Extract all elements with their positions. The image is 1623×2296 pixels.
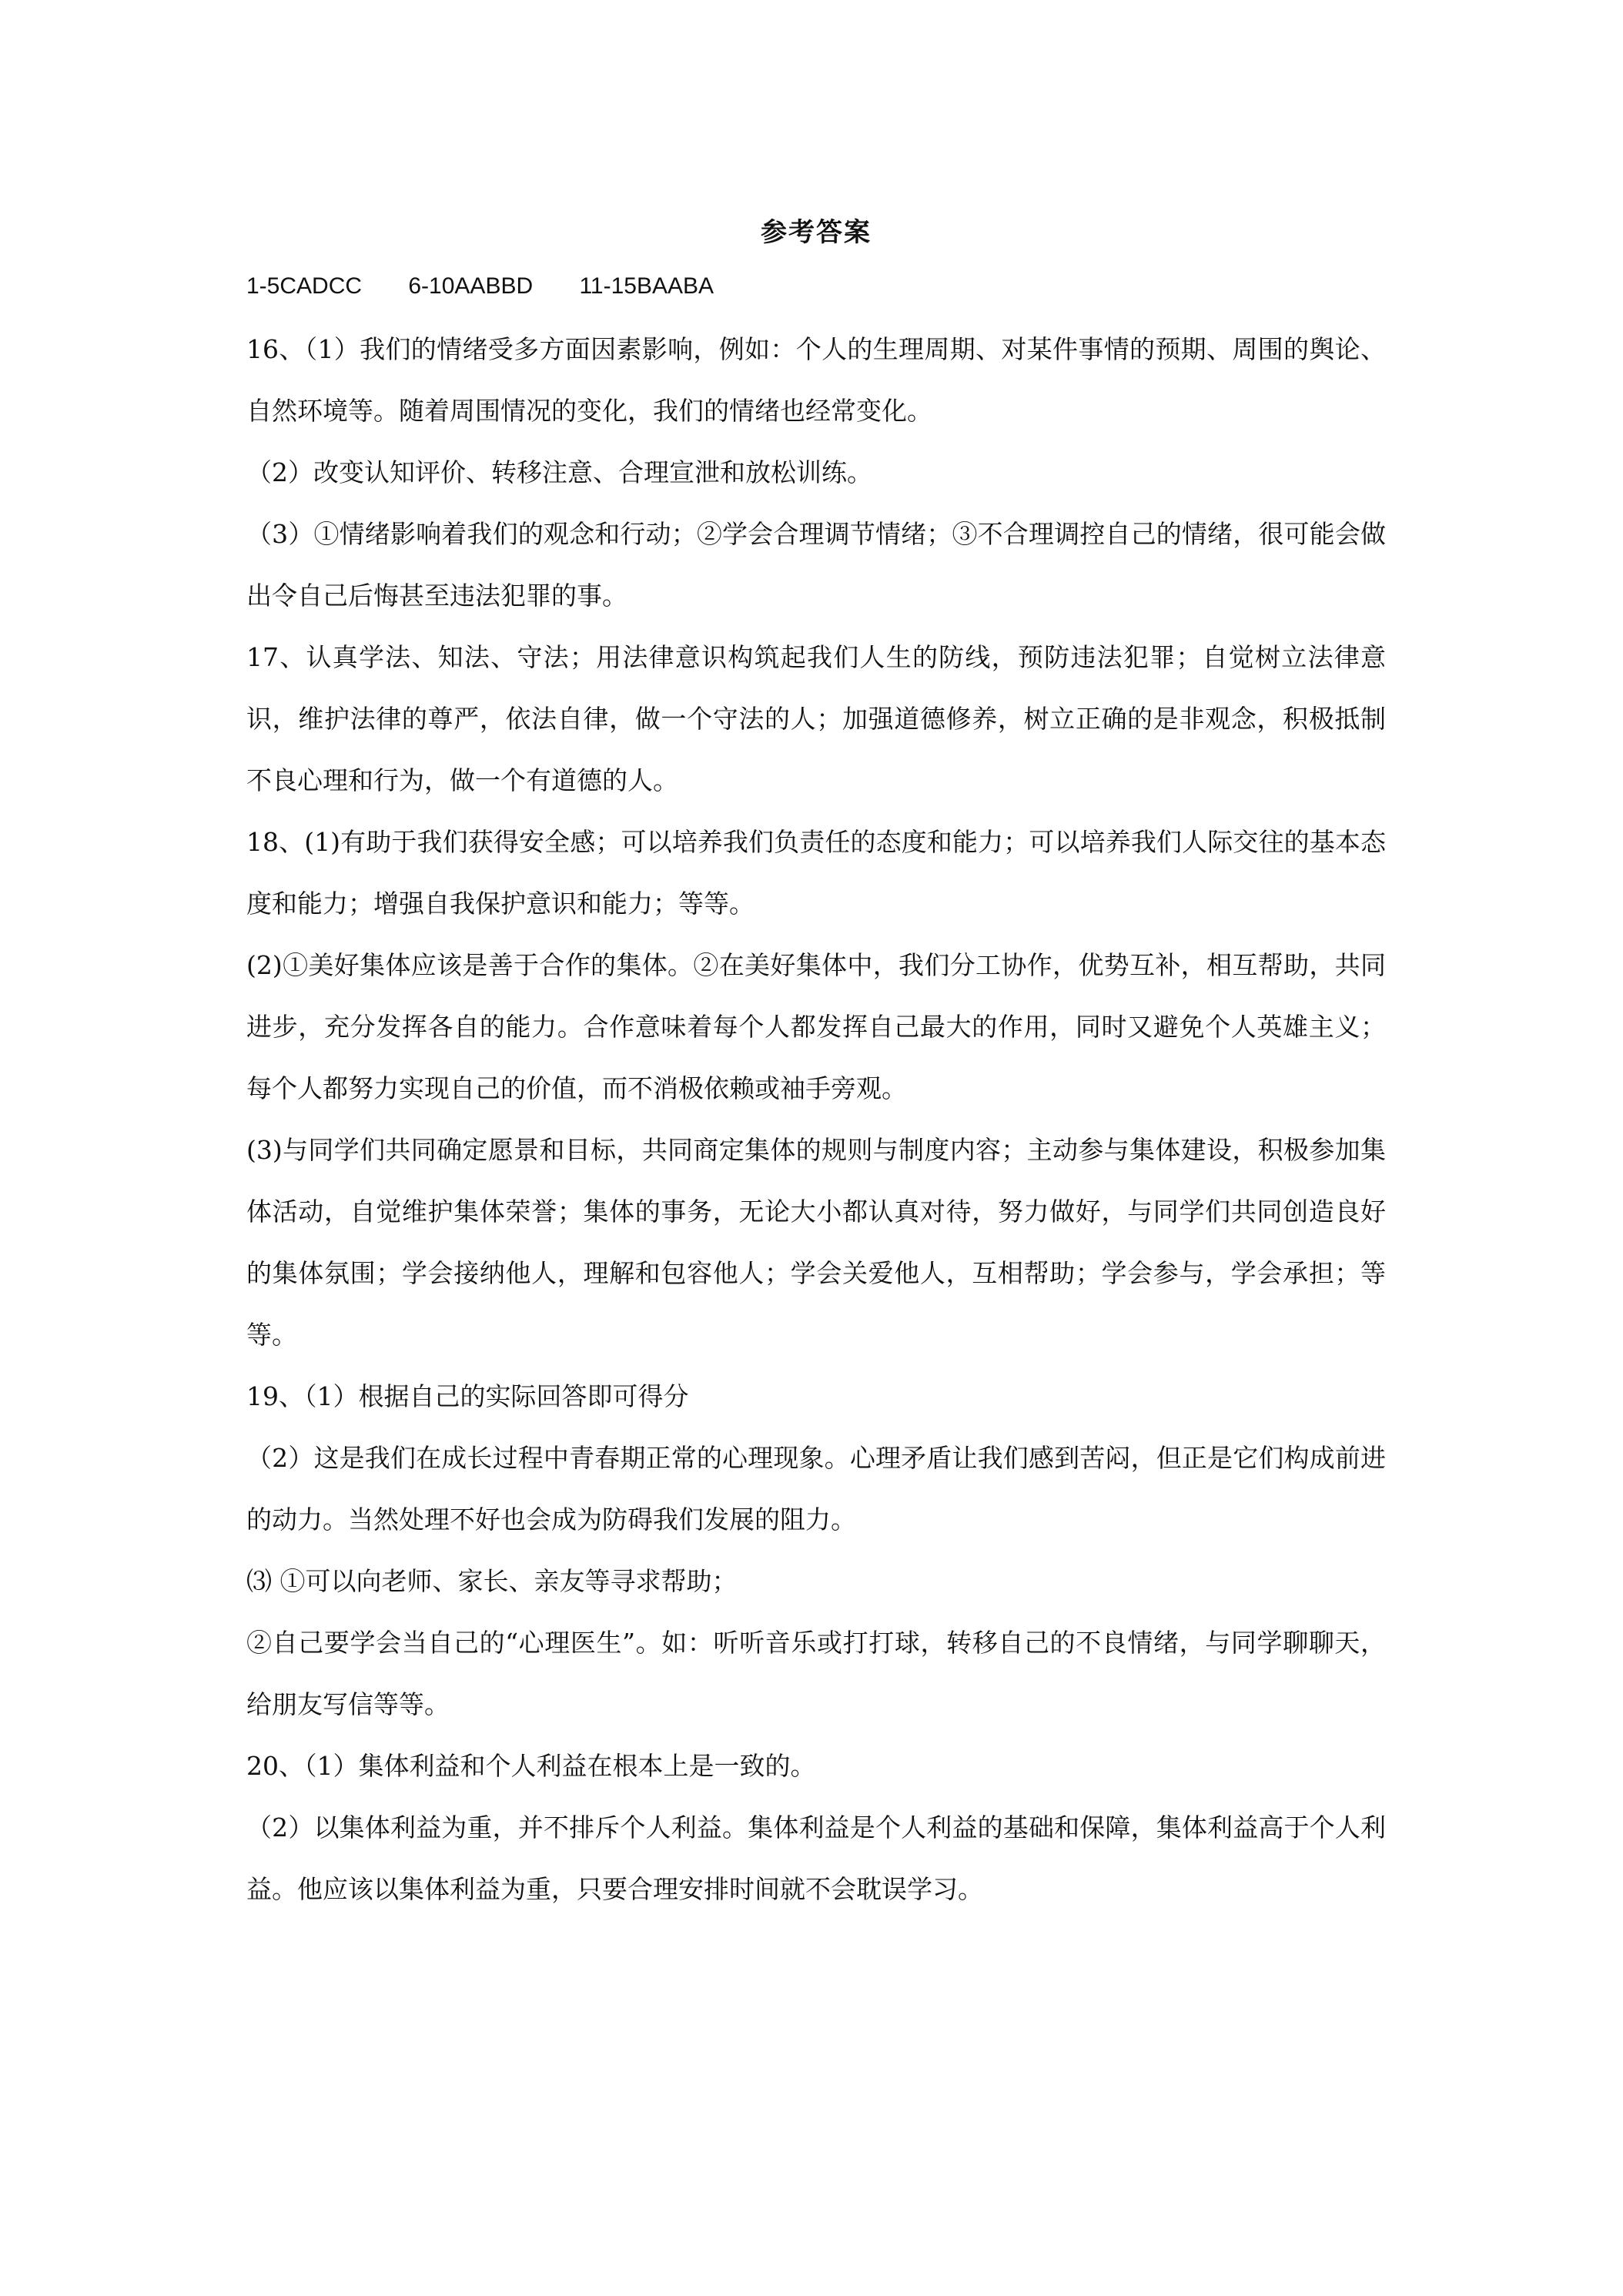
answer-19-part-1: 19、（1）根据自己的实际回答即可得分 (246, 1381, 689, 1411)
mc-answer-group: 6-10AABBD (408, 273, 534, 299)
mc-answer-group: 1-5CADCC (246, 273, 363, 299)
answer-19-part-3b: ②自己要学会当自己的“心理医生”。如：听听音乐或打打球，转移自己的不良情绪，与同学聊聊天，给朋友写信等等。 (246, 1628, 1386, 1719)
answer-18-part-2: (2)①美好集体应该是善于合作的集体。②在美好集体中，我们分工协作，优势互补，相互帮助，共同进步，充分发挥各自的能力。合作意味着每个人都发挥自己最大的作用，同时又避免个人英雄主义；每个人都努力实现自己的价值，而不消极依赖或袖手旁观。 (246, 950, 1386, 1103)
answer-16-part-1: 16、（1）我们的情绪受多方面因素影响，例如：个人的生理周期、对某件事情的预期、周围的舆论、自然环境等。随着周围情况的变化，我们的情绪也经常变化。 (246, 334, 1386, 426)
page-title: 参考答案 (761, 217, 872, 248)
answer-20-part-1: 20、（1）集体利益和个人利益在根本上是一致的。 (246, 1751, 816, 1781)
answer-19-part-2: （2）这是我们在成长过程中青春期正常的心理现象。心理矛盾让我们感到苦闷，但正是它们构成前进的动力。当然处理不好也会成为防碍我们发展的阻力。 (246, 1443, 1386, 1535)
answer-18-part-1: 18、(1)有助于我们获得安全感；可以培养我们负责任的态度和能力；可以培养我们人际交往的基本态度和能力；增强自我保护意识和能力；等等。 (246, 827, 1386, 919)
mc-answer-group: 11-15BAABA (579, 273, 714, 299)
answer-20-part-2: （2）以集体利益为重，并不排斥个人利益。集体利益是个人利益的基础和保障，集体利益高于个人利益。他应该以集体利益为重，只要合理安排时间就不会耽误学习。 (246, 1812, 1386, 1904)
answer-18-part-3: (3)与同学们共同确定愿景和目标，共同商定集体的规则与制度内容；主动参与集体建设，积极参加集体活动，自觉维护集体荣誉；集体的事务，无论大小都认真对待，努力做好，与同学们共同创造良好的集体氛围；学会接纳他人，理解和包容他人；学会关爱他人，互相帮助；学会参与，学会承担；等等。 (246, 1135, 1386, 1350)
answer-16-part-2: （2）改变认知评价、转移注意、合理宣泄和放松训练。 (246, 457, 872, 487)
answer-sheet (246, 192, 1386, 1920)
answer-17: 17、认真学法、知法、守法；用法律意识构筑起我们人生的防线，预防违法犯罪；自觉树立法律意识，维护法律的尊严，依法自律，做一个守法的人；加强道德修养，树立正确的是非观念，积极抵制不良心理和行为，做一个有道德的人。 (246, 642, 1386, 795)
answer-16-part-3: （3）①情绪影响着我们的观念和行动；②学会合理调节情绪；③不合理调控自己的情绪，很可能会做出令自己后悔甚至违法犯罪的事。 (246, 519, 1386, 611)
answer-19-part-3a: ⑶ ①可以向老师、家长、亲友等寻求帮助； (246, 1566, 738, 1596)
multiple-choice-answers (246, 269, 1386, 303)
